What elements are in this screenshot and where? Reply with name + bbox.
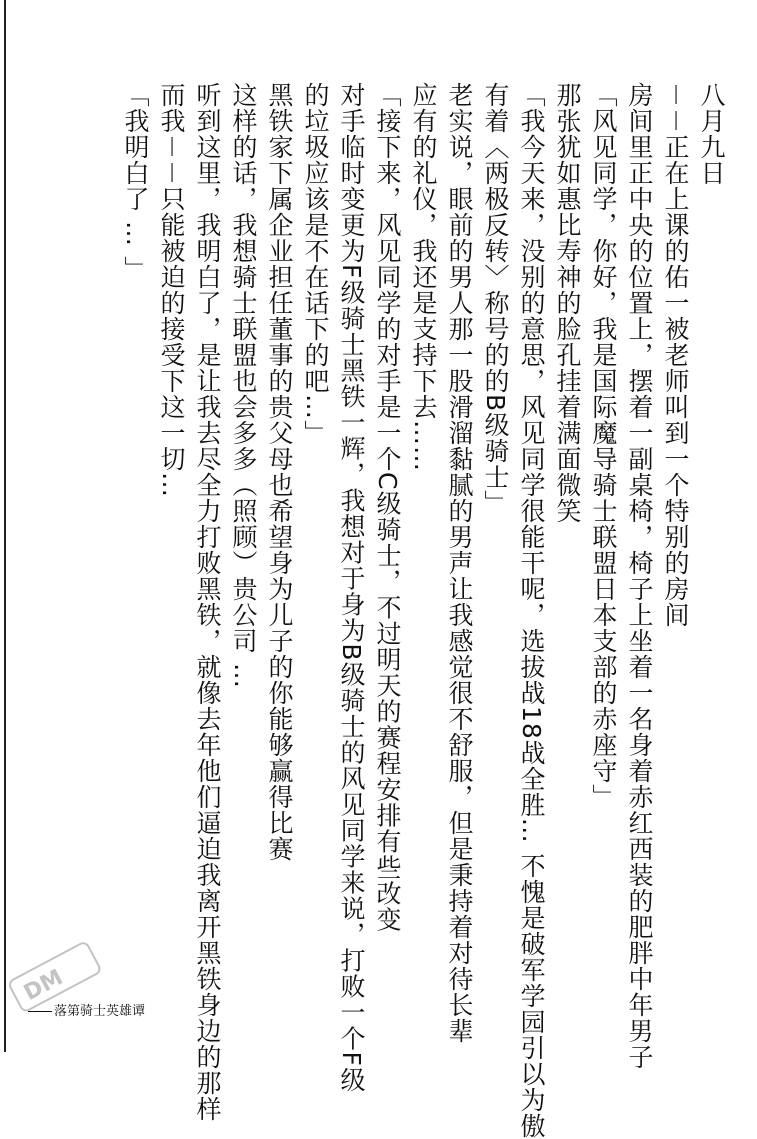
text-column: 「风见同学，你好，我是国际魔导骑士联盟日本支部的赤座守」 (589, 82, 618, 810)
text-column: 有着〈两极反转〉称号的的B级骑士」 (481, 82, 510, 517)
text-column: 应有的礼仪，我还是支持下去…… (409, 82, 438, 472)
page-edge-rule (4, 0, 6, 1052)
text-column: 「我今天来，没别的意思，风见同学很能干呢，选拔战18战全胜… 不愧是破军学园引以为傲 (517, 82, 546, 1139)
text-column: 「我明白了 … 」 (121, 82, 150, 282)
text-column: 的垃圾应该是不在话下的吧…」 (301, 82, 330, 446)
page-footer (28, 1000, 145, 1019)
book-title: 落第骑士英雄谭 (54, 1004, 146, 1019)
text-column: 对手临时变更为F级骑士黑铁一辉，我想对于身为B级骑士的风见同学来说，打败一个F级 (337, 82, 366, 1093)
text-column: 老实说，眼前的男人那一股滑溜黏腻的男声让我感觉很不舒服，但是秉持着对待长辈 (445, 82, 474, 1044)
text-column: 这样的话，我想骑士联盟也会多多（照顾）贵公司 … (229, 82, 258, 689)
footer-dash (28, 1011, 52, 1012)
text-column: 「接下来，风见同学的对手是一个C级骑士，不过明天的赛程安排有些改变 (373, 82, 402, 933)
text-column: 房间里正中央的位置上，摆着一副桌椅，椅子上坐着一名身着赤红西装的肥胖中年男子 (625, 82, 654, 1070)
vertical-text-body (117, 82, 729, 1139)
text-column: 听到这里，我明白了，是让我去尽全力打败黑铁，就像去年他们逼迫我离开黑铁身边的那样 (193, 82, 222, 1122)
text-column: 黑铁家下属企业担任董事的贵父母也希望身为儿子的你能够赢得比赛 (265, 82, 294, 862)
text-column: 而我－－只能被迫的接受下这一切… (157, 82, 186, 499)
watermark-text: DM (19, 965, 68, 1007)
text-column: 那张犹如惠比寿神的脸孔挂着满面微笑 (553, 82, 582, 524)
text-column: 八月九日 (697, 82, 726, 186)
text-column: －－正在上课的佑一被老师叫到一个特别的房间 (661, 82, 690, 629)
